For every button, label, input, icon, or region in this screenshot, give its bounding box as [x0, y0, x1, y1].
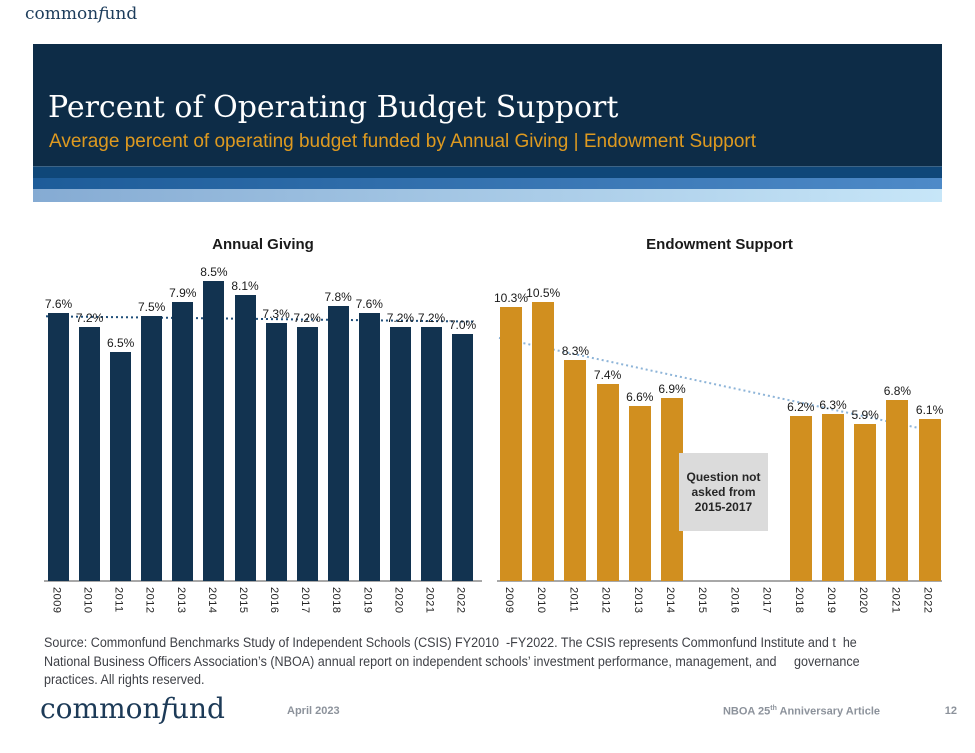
- bar-value-label: 6.9%: [658, 382, 686, 396]
- x-axis-label-2015: 2015: [696, 587, 709, 614]
- x-axis-label-2015: 2015: [237, 587, 249, 614]
- bar-value-label: 8.1%: [231, 279, 259, 293]
- x-axis-label-2013: 2013: [631, 587, 644, 614]
- endowment-support-plot: [493, 255, 944, 581]
- bar-value-label: 6.2%: [787, 400, 815, 414]
- bar-2010: [532, 302, 554, 581]
- bar-2021: [886, 400, 908, 581]
- x-axis-label-2016: 2016: [268, 587, 281, 614]
- bar-value-label: 6.6%: [626, 390, 654, 404]
- bar-value-label: 8.5%: [200, 265, 228, 279]
- commonfund-logo-footer: [40, 692, 225, 725]
- bar-value-label: 8.3%: [561, 344, 590, 358]
- x-axis-label-2018: 2018: [792, 587, 805, 614]
- bar-value-label: 6.1%: [915, 403, 944, 417]
- bar-value-label: 6.5%: [107, 336, 135, 350]
- bar-2013: [629, 406, 651, 581]
- bar-value-label: 7.0%: [448, 318, 477, 332]
- x-axis-label-2009: 2009: [50, 587, 63, 614]
- bar-2017: [297, 327, 318, 581]
- bar-value-label: 7.2%: [417, 311, 446, 325]
- annual-giving-x-labels: [44, 587, 482, 639]
- bar-2011: [110, 352, 131, 581]
- footer-article-suffix: Anniversary Article: [776, 705, 880, 718]
- bar-2015: [235, 295, 256, 581]
- footer-article-title: [723, 705, 880, 718]
- bar-2009: [48, 313, 69, 581]
- x-axis-label-2017: 2017: [299, 587, 312, 614]
- bar-2011: [564, 360, 586, 581]
- header-band: [33, 44, 942, 166]
- source-note: [44, 634, 937, 690]
- logo-text: common: [25, 4, 99, 24]
- logo-text: und: [104, 4, 138, 24]
- bar-2018: [328, 306, 349, 581]
- logo-text: common: [40, 692, 161, 725]
- bar-value-label: 7.5%: [138, 300, 166, 314]
- bar-value-label: 7.2%: [386, 311, 415, 325]
- x-axis-label-2020: 2020: [857, 587, 870, 614]
- source-line: practices. All rights reserved.: [44, 672, 205, 687]
- bar-value-label: 5.9%: [851, 408, 879, 422]
- bar-2012: [597, 384, 619, 581]
- bar-2020: [390, 327, 411, 581]
- x-axis-label-2013: 2013: [174, 587, 187, 614]
- x-axis-label-2014: 2014: [664, 587, 676, 614]
- bar-2012: [141, 316, 162, 581]
- bar-value-label: 7.2%: [75, 311, 104, 325]
- x-axis-label-2020: 2020: [392, 587, 405, 614]
- page-subtitle: Average percent of operating budget funded by Annual Giving | Endowment Support: [49, 131, 757, 152]
- bar-value-label: 7.3%: [262, 307, 290, 321]
- bar-value-label: 7.6%: [44, 297, 73, 311]
- bar-2014: [203, 281, 224, 581]
- bar-value-label: 6.3%: [819, 398, 847, 412]
- page-title: Percent of Operating Budget Support: [48, 90, 619, 125]
- bar-2009: [500, 307, 522, 581]
- bar-value-label: 10.5%: [526, 286, 561, 300]
- bar-2022: [919, 419, 941, 581]
- bar-2022: [452, 334, 473, 581]
- page-number: 12: [944, 705, 957, 717]
- x-axis-label-2011: 2011: [112, 587, 125, 613]
- decor-stripe-medium: [33, 178, 942, 189]
- x-axis-label-2019: 2019: [361, 587, 374, 614]
- x-axis-label-2009: 2009: [503, 587, 515, 614]
- x-axis-label-2012: 2012: [143, 587, 156, 614]
- source-line: Source: Commonfund Benchmarks Study of Independent Schools (CSIS) FY2010 -FY2022. The CSIS represents Commonfund Institute and t he: [44, 635, 857, 650]
- footer-article-prefix: NBOA 25: [722, 705, 771, 718]
- bar-value-label: 10.3%: [493, 291, 529, 305]
- bar-2021: [421, 327, 442, 581]
- bar-value-label: 7.4%: [593, 368, 622, 382]
- bar-2020: [854, 424, 876, 581]
- logo-text: und: [170, 692, 225, 725]
- logo-text: f: [98, 4, 105, 24]
- bar-value-label: 7.8%: [324, 290, 352, 304]
- question-not-asked-note: Question not asked from 2015-2017: [679, 453, 768, 531]
- x-axis-label-2018: 2018: [330, 587, 343, 614]
- source-line: National Business Officers Association’s (NBOA) annual report on independent schools’ investment performance, management, and governance: [44, 653, 860, 669]
- x-axis-label-2014: 2014: [205, 587, 218, 614]
- x-axis-label-2019: 2019: [825, 587, 837, 614]
- bar-value-label: 7.2%: [293, 311, 321, 325]
- decor-stripe-light: [33, 189, 942, 202]
- endowment-support-chart-title: Endowment Support: [646, 236, 793, 253]
- bar-2016: [266, 323, 287, 581]
- x-axis-label-2017: 2017: [760, 587, 773, 614]
- annual-giving-plot: [44, 255, 482, 581]
- bar-2013: [172, 302, 193, 581]
- logo-text: f: [160, 692, 171, 725]
- x-axis-label-2022: 2022: [921, 587, 934, 614]
- footer-article-ordinal: th: [770, 705, 777, 712]
- bar-2018: [790, 416, 812, 581]
- x-axis-label-2011: 2011: [567, 587, 580, 613]
- annual-giving-chart-title: Annual Giving: [212, 236, 314, 253]
- commonfund-logo-top: [25, 4, 137, 24]
- bar-value-label: 6.8%: [883, 384, 912, 398]
- endowment-support-x-labels: [497, 587, 942, 639]
- x-axis-label-2022: 2022: [454, 587, 467, 614]
- x-axis-label-2021: 2021: [889, 587, 902, 614]
- bar-2019: [359, 313, 380, 581]
- x-axis-label-2010: 2010: [81, 587, 94, 614]
- bar-2019: [822, 414, 844, 581]
- footer-date: April 2023: [287, 705, 340, 717]
- bar-value-label: 7.6%: [355, 297, 383, 311]
- x-axis-label-2016: 2016: [728, 587, 741, 614]
- x-axis-label-2012: 2012: [599, 587, 612, 614]
- bar-value-label: 7.9%: [169, 286, 197, 300]
- x-axis-label-2021: 2021: [423, 587, 436, 614]
- bar-2010: [79, 327, 100, 581]
- x-axis-label-2010: 2010: [535, 587, 548, 614]
